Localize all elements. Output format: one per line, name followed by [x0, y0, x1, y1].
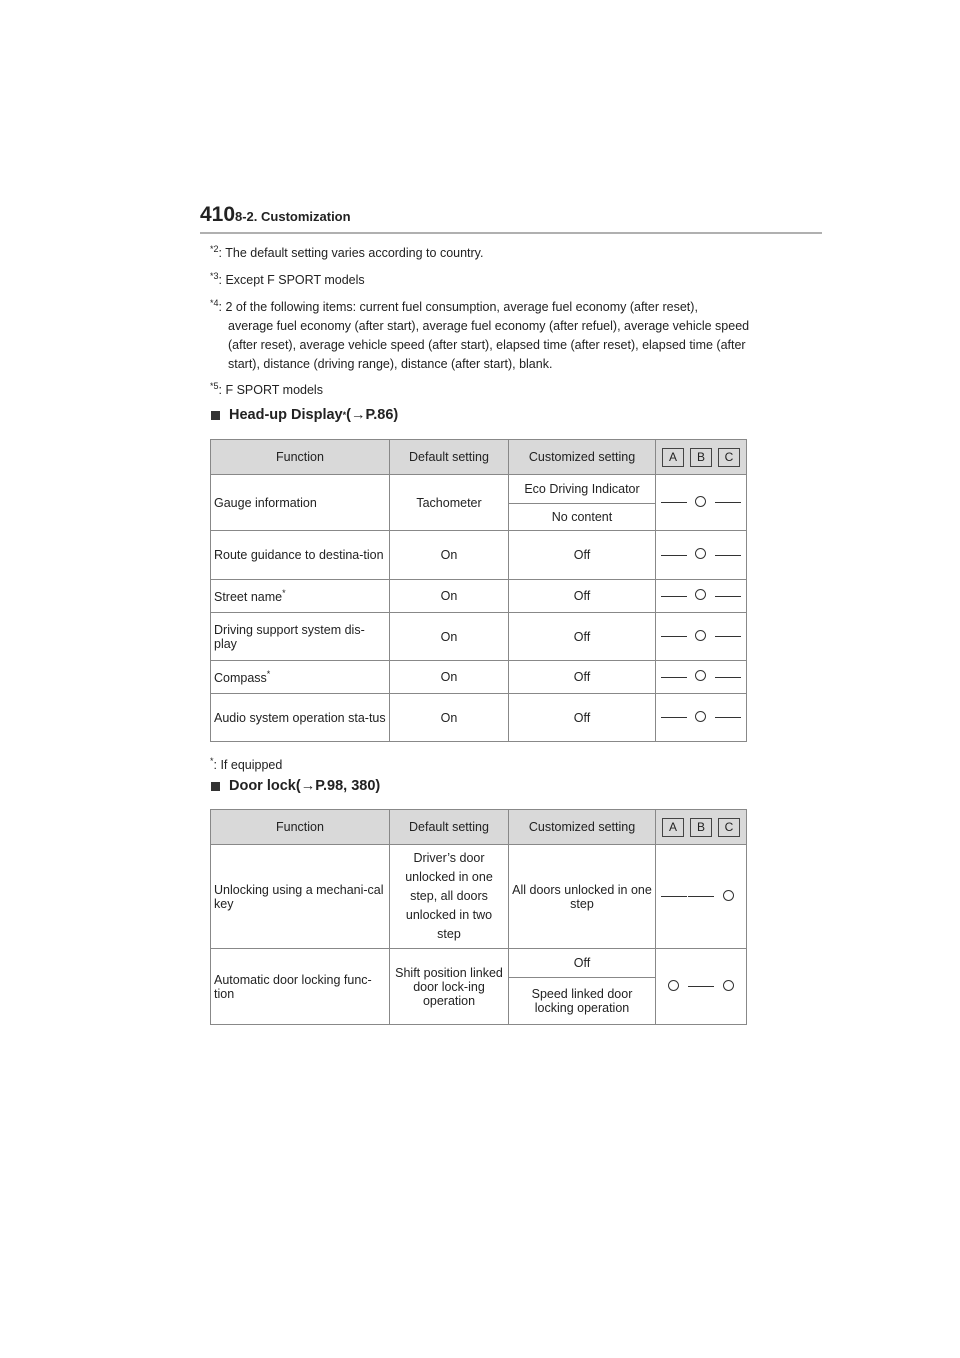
column-b-label: B	[690, 448, 712, 467]
column-b-label: B	[690, 818, 712, 837]
column-a-label: A	[662, 448, 684, 467]
column-c-label: C	[718, 448, 740, 467]
if-equipped-note: *: If equipped	[210, 756, 283, 773]
table-row: Automatic door locking func-tion Shift position linked door lock-ing operation Off	[211, 949, 747, 978]
hud-table	[210, 439, 747, 742]
header-rule	[200, 232, 822, 234]
table-row: Unlocking using a mechani-cal key Driver’s door unlocked in one step, all doors unlocked in two step All doors unlocked in one step	[211, 845, 747, 949]
page-number: 410	[200, 203, 236, 226]
column-c-label: C	[718, 818, 740, 837]
square-bullet-icon	[211, 782, 220, 791]
section-title: 8-2. Customization	[235, 209, 351, 224]
table-row: Compass* On Off	[211, 661, 747, 694]
table-row: Driving support system dis-play On Off	[211, 613, 747, 661]
table-row: Route guidance to destina-tion On Off	[211, 531, 747, 580]
doorlock-heading: Door lock (→P.98, 380)	[211, 778, 380, 794]
footnote-5: $^{*5}$: F SPORT models	[210, 381, 323, 398]
hud-heading: Head-up Display * (→P.86)	[211, 407, 398, 423]
table-row: Street name* On Off	[211, 580, 747, 613]
page-header	[200, 203, 351, 227]
doorlock-table	[210, 809, 747, 1025]
table-header-row: Function Default setting Customized setting A B C	[211, 440, 747, 475]
table-row: Gauge information Tachometer Eco Driving Indicator	[211, 475, 747, 504]
column-a-label: A	[662, 818, 684, 837]
table-row: Speed linked door locking operation	[211, 978, 747, 1025]
table-header-row: Function Default setting Customized setting A B C	[211, 810, 747, 845]
table-row: No content	[211, 504, 747, 531]
square-bullet-icon	[211, 411, 220, 420]
table-row: Audio system operation sta-tus On Off	[211, 694, 747, 742]
footnote-3: $^{*3}$: Except F SPORT models	[210, 271, 365, 288]
footnote-4: $^{*4}$: 2 of the following items: current fuel consumption, average fuel economy (after reset), average fuel economy (after start), average fuel economy (after refuel), average vehicle speed (after reset), average vehicle speed (after start), elapsed time (after reset), elapsed time (after start), distance (driving range), distance (after start), blank.	[210, 298, 750, 372]
footnote-2: $^{*2}$: The default setting varies according to country.	[210, 244, 484, 261]
